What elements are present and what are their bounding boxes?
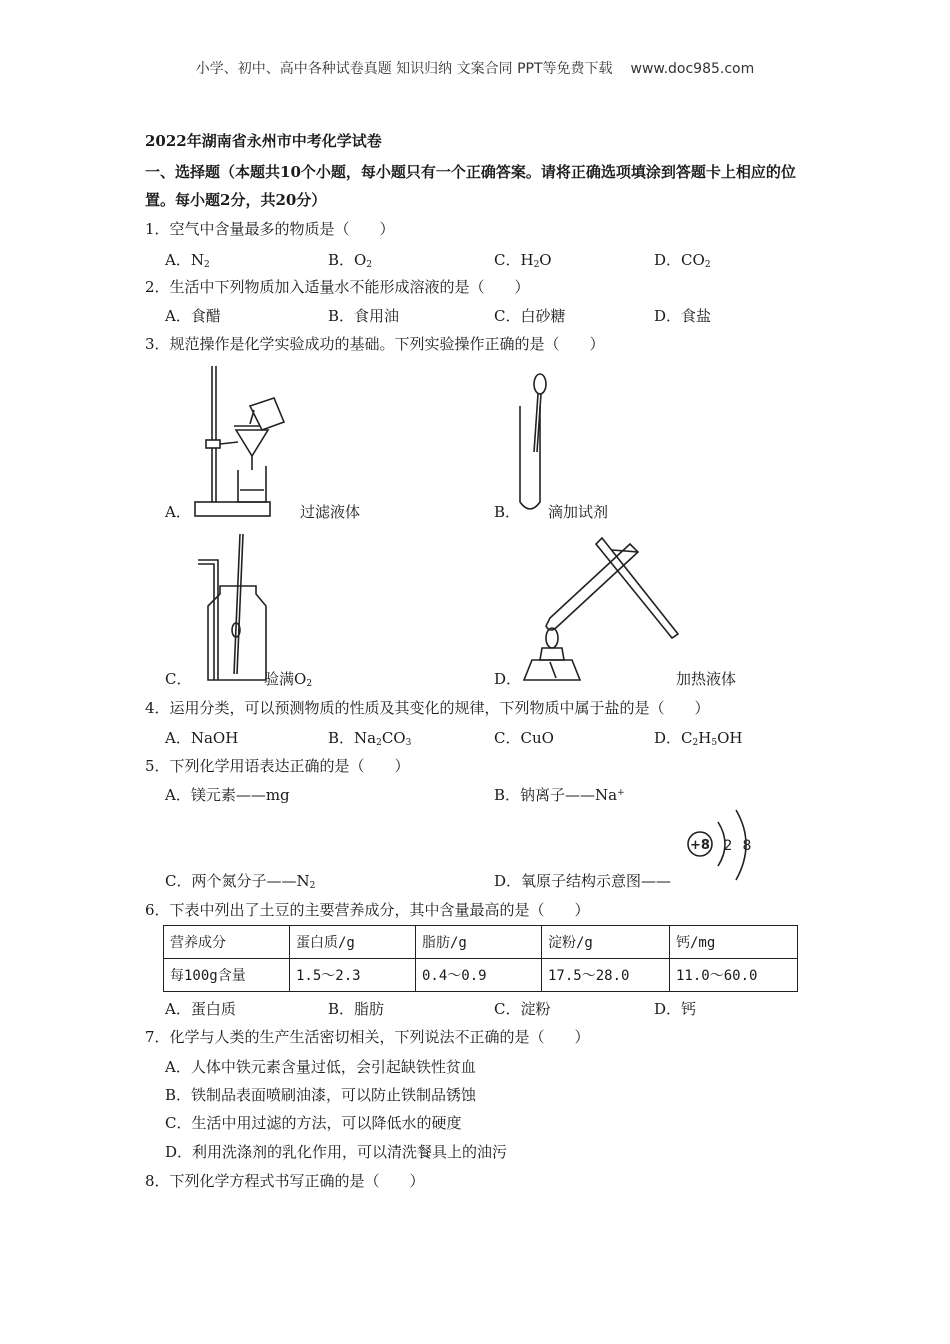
q5-stem: 5．下列化学用语表达正确的是（ ） <box>145 757 410 775</box>
q3-option-d-letter: D． <box>494 670 522 688</box>
q3-option-c-letter: C． <box>165 670 192 688</box>
q6-option-b: B．脂肪 <box>328 1000 385 1018</box>
section-heading: 一、选择题（本题共10个小题，每小题只有一个正确答案。请将正确选项填涂到答题卡上相应的位置。每小题2分，共20分） <box>145 163 796 209</box>
q6-option-a: A．蛋白质 <box>165 1000 236 1018</box>
nutrition-table <box>163 925 798 992</box>
table-header-cell: 营养成分 <box>164 926 290 959</box>
q2-option-b: B．食用油 <box>328 307 400 325</box>
q1-option-d: D．$CO_2$ <box>654 251 711 270</box>
q3-option-b-letter: B． <box>494 503 521 521</box>
q4-option-c: C．CuO <box>494 729 554 747</box>
atom-nucleus: +8 <box>690 838 710 853</box>
oxygen-collection-bottle-figure <box>196 530 286 686</box>
q2-option-c: C．白砂糖 <box>494 307 566 325</box>
q7-option-b: B．铁制品表面喷刷油漆，可以防止铁制品锈蚀 <box>165 1086 477 1104</box>
q1-stem: 1．空气中含量最多的物质是（ ） <box>145 220 395 238</box>
q1-option-b: B．$O_2$ <box>328 251 373 270</box>
q7-option-a: A．人体中铁元素含量过低，会引起缺铁性贫血 <box>165 1058 476 1076</box>
q2-stem: 2．生活中下列物质加入适量水不能形成溶液的是（ ） <box>145 278 530 296</box>
table-header-row <box>164 926 798 959</box>
q3-option-b-caption: 滴加试剂 <box>548 503 609 521</box>
table-cell: 17.5～28.0 <box>542 959 670 992</box>
q6-stem: 6．下表中列出了土豆的主要营养成分，其中含量最高的是（ ） <box>145 901 590 919</box>
q3-option-d-caption: 加热液体 <box>676 670 737 688</box>
exam-title: 2022年湖南省永州市中考化学试卷 <box>145 132 382 150</box>
table-cell: 11.0～60.0 <box>670 959 798 992</box>
q5-option-d: D．氧原子结构示意图—— <box>494 872 672 890</box>
q8-stem: 8．下列化学方程式书写正确的是（ ） <box>145 1172 425 1190</box>
table-row <box>164 959 798 992</box>
q7-option-c: C．生活中用过滤的方法，可以降低水的硬度 <box>165 1114 462 1132</box>
q4-option-a: A．NaOH <box>165 729 239 747</box>
table-cell: 1.5～2.3 <box>290 959 416 992</box>
table-header-cell: 蛋白质/g <box>290 926 416 959</box>
q4-stem: 4．运用分类，可以预测物质的性质及其变化的规律，下列物质中属于盐的是（ ） <box>145 699 710 717</box>
header-site[interactable]: www.doc985.com <box>630 61 755 77</box>
q7-stem: 7．化学与人类的生产生活密切相关，下列说法不正确的是（ ） <box>145 1028 590 1046</box>
table-header-cell: 脂肪/g <box>416 926 542 959</box>
q3-stem: 3．规范操作是化学实验成功的基础。下列实验操作正确的是（ ） <box>145 335 605 353</box>
q2-option-a: A．食醋 <box>165 307 221 325</box>
q2-option-d: D．食盐 <box>654 307 712 325</box>
q4-option-d: D．$C_2H_5OH$ <box>654 729 743 748</box>
table-cell: 0.4～0.9 <box>416 959 542 992</box>
q3-option-c-caption: 验满$O_2$ <box>264 670 313 689</box>
filtration-apparatus-figure <box>190 360 300 520</box>
dropper-test-tube-figure <box>512 372 552 520</box>
q1-option-a: A．$N_2$ <box>165 251 210 270</box>
atom-structure-diagram <box>684 806 754 886</box>
atom-shell-1-count: 2 <box>723 838 733 854</box>
table-header-cell: 钙/mg <box>670 926 798 959</box>
header-text: 小学、初中、高中各种试卷真题 知识归纳 文案合同 PPT等免费下载 <box>195 61 613 77</box>
q1-option-c: C．$H_2O$ <box>494 251 552 270</box>
q7-option-d: D．利用洗涤剂的乳化作用，可以清洗餐具上的油污 <box>165 1143 508 1161</box>
q5-option-b: B．钠离子——Na+ <box>494 786 625 804</box>
q5-option-a: A．镁元素——mg <box>165 786 290 804</box>
q6-option-c: C．淀粉 <box>494 1000 551 1018</box>
table-cell: 每100g含量 <box>164 959 290 992</box>
q6-option-d: D．钙 <box>654 1000 697 1018</box>
q4-option-b: B．$Na_2CO_3$ <box>328 729 412 748</box>
heating-test-tube-figure <box>520 530 685 690</box>
table-header-cell: 淀粉/g <box>542 926 670 959</box>
q3-option-a-letter: A． <box>165 503 191 521</box>
q5-option-c: C．两个氮分子$——N_2$ <box>165 872 316 891</box>
q3-option-a-caption: 过滤液体 <box>300 503 361 521</box>
page-header <box>0 58 950 78</box>
atom-shell-2-count: 8 <box>742 838 752 854</box>
